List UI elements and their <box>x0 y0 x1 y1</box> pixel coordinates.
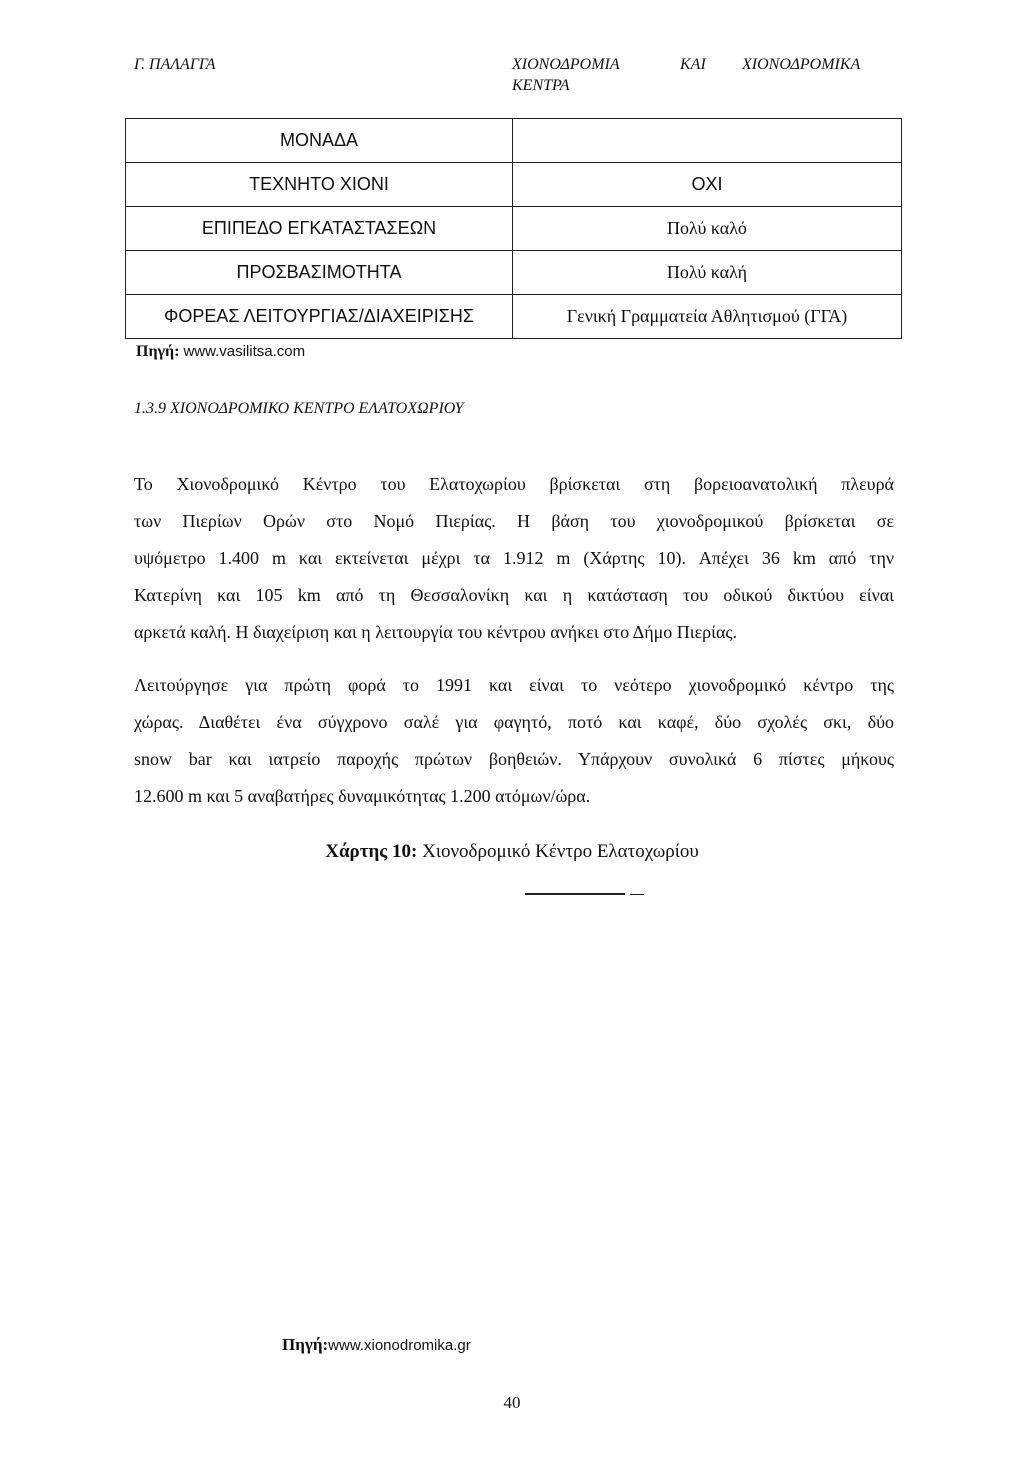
map-source <box>282 1335 471 1355</box>
table-row <box>126 163 902 207</box>
source-link[interactable]: www.vasilitsa.com <box>183 343 306 360</box>
table-row <box>126 207 902 251</box>
table-cell-value: Πολύ καλή <box>513 251 902 295</box>
paragraph-line: snow bar και ιατρείο παροχής πρώτων βοηθειών. Υπάρχουν συνολικά 6 πίστες μήκους <box>134 749 894 769</box>
paragraph-line: 12.600 m και 5 αναβατήρες δυναμικότητας 1.200 ατόμων/ώρα. <box>134 786 591 806</box>
header-title-part3: ΧΙΟΝΟΔΡΟΜΙΚΑ <box>742 56 861 73</box>
table-cell-label: ΕΠΙΠΕΔΟ ΕΓΚΑΤΑΣΤΑΣΕΩΝ <box>126 207 513 251</box>
paragraph-line: Το Χιονοδρομικό Κέντρο του Ελατοχωρίου βρίσκεται στη βορειοανατολική πλευρά <box>134 474 894 494</box>
table-cell-label: ΠΡΟΣΒΑΣΙΜΟΤΗΤΑ <box>126 251 513 295</box>
header-title-part2: ΚΑΙ <box>680 56 706 73</box>
paragraph-line: αρκετά καλή. Η διαχείριση και η λειτουργία του κέντρου ανήκει στο Δήμο Πιερίας. <box>134 622 738 642</box>
source-link[interactable]: www.xionodromika.gr <box>328 1337 471 1354</box>
section-title: 1.3.9 ΧΙΟΝΟΔΡΟΜΙΚΟ ΚΕΝΤΡΟ ΕΛΑΤΟΧΩΡΙΟΥ <box>134 400 464 417</box>
header-title-line2: ΚΕΝΤΡΑ <box>512 77 570 94</box>
paragraph-facilities <box>134 667 894 815</box>
map-caption <box>0 841 1024 863</box>
map-caption-text: Χιονοδρομικό Κέντρο Ελατοχωρίου <box>417 841 699 862</box>
map-placeholder-line <box>630 894 644 895</box>
table-cell-value: Γενική Γραμματεία Αθλητισμού (ΓΓΑ) <box>513 295 902 339</box>
header-author: Γ. ΠΑΛΑΓΓΑ <box>134 56 216 73</box>
table-cell-value: Πολύ καλό <box>513 207 902 251</box>
source-label: Πηγή: <box>136 343 180 360</box>
table-cell-label: ΦΟΡΕΑΣ ΛΕΙΤΟΥΡΓΙΑΣ/ΔΙΑΧΕΙΡΙΣΗΣ <box>126 295 513 339</box>
table-row <box>126 119 902 163</box>
source-label: Πηγή: <box>282 1335 329 1354</box>
page-number: 40 <box>503 1393 521 1412</box>
table-cell-label: ΤΕΧΝΗΤΟ ΧΙΟΝΙ <box>126 163 513 207</box>
ski-center-info-table <box>125 118 902 339</box>
table-row <box>126 251 902 295</box>
table-source <box>136 343 305 361</box>
paragraph-location <box>134 466 894 651</box>
paragraph-line: των Πιερίων Ορών στο Νομό Πιερίας. Η βάση του χιονοδρομικού βρίσκεται σε <box>134 511 894 531</box>
map-placeholder-line <box>525 893 625 895</box>
header-title-part1: ΧΙΟΝΟΔΡΟΜΙΑ <box>512 56 620 73</box>
paragraph-line: Κατερίνη και 105 km από τη Θεσσαλονίκη και η κατάσταση του οδικού δικτύου είναι <box>134 585 894 605</box>
table-cell-label: ΜΟΝΑΔΑ <box>126 119 513 163</box>
map-caption-label: Χάρτης 10: <box>325 841 418 862</box>
table-cell-value: ΟΧΙ <box>513 163 902 207</box>
paragraph-line: χώρας. Διαθέτει ένα σύγχρονο σαλέ για φαγητό, ποτό και καφέ, δύο σχολές σκι, δύο <box>134 712 894 732</box>
table-row <box>126 295 902 339</box>
paragraph-line: Λειτούργησε για πρώτη φορά το 1991 και είναι το νεότερο χιονοδρομικό κέντρο της <box>134 675 894 695</box>
paragraph-line: υψόμετρο 1.400 m και εκτείνεται μέχρι τα 1.912 m (Χάρτης 10). Απέχει 36 km από την <box>134 548 894 568</box>
table-cell-value <box>513 119 902 163</box>
